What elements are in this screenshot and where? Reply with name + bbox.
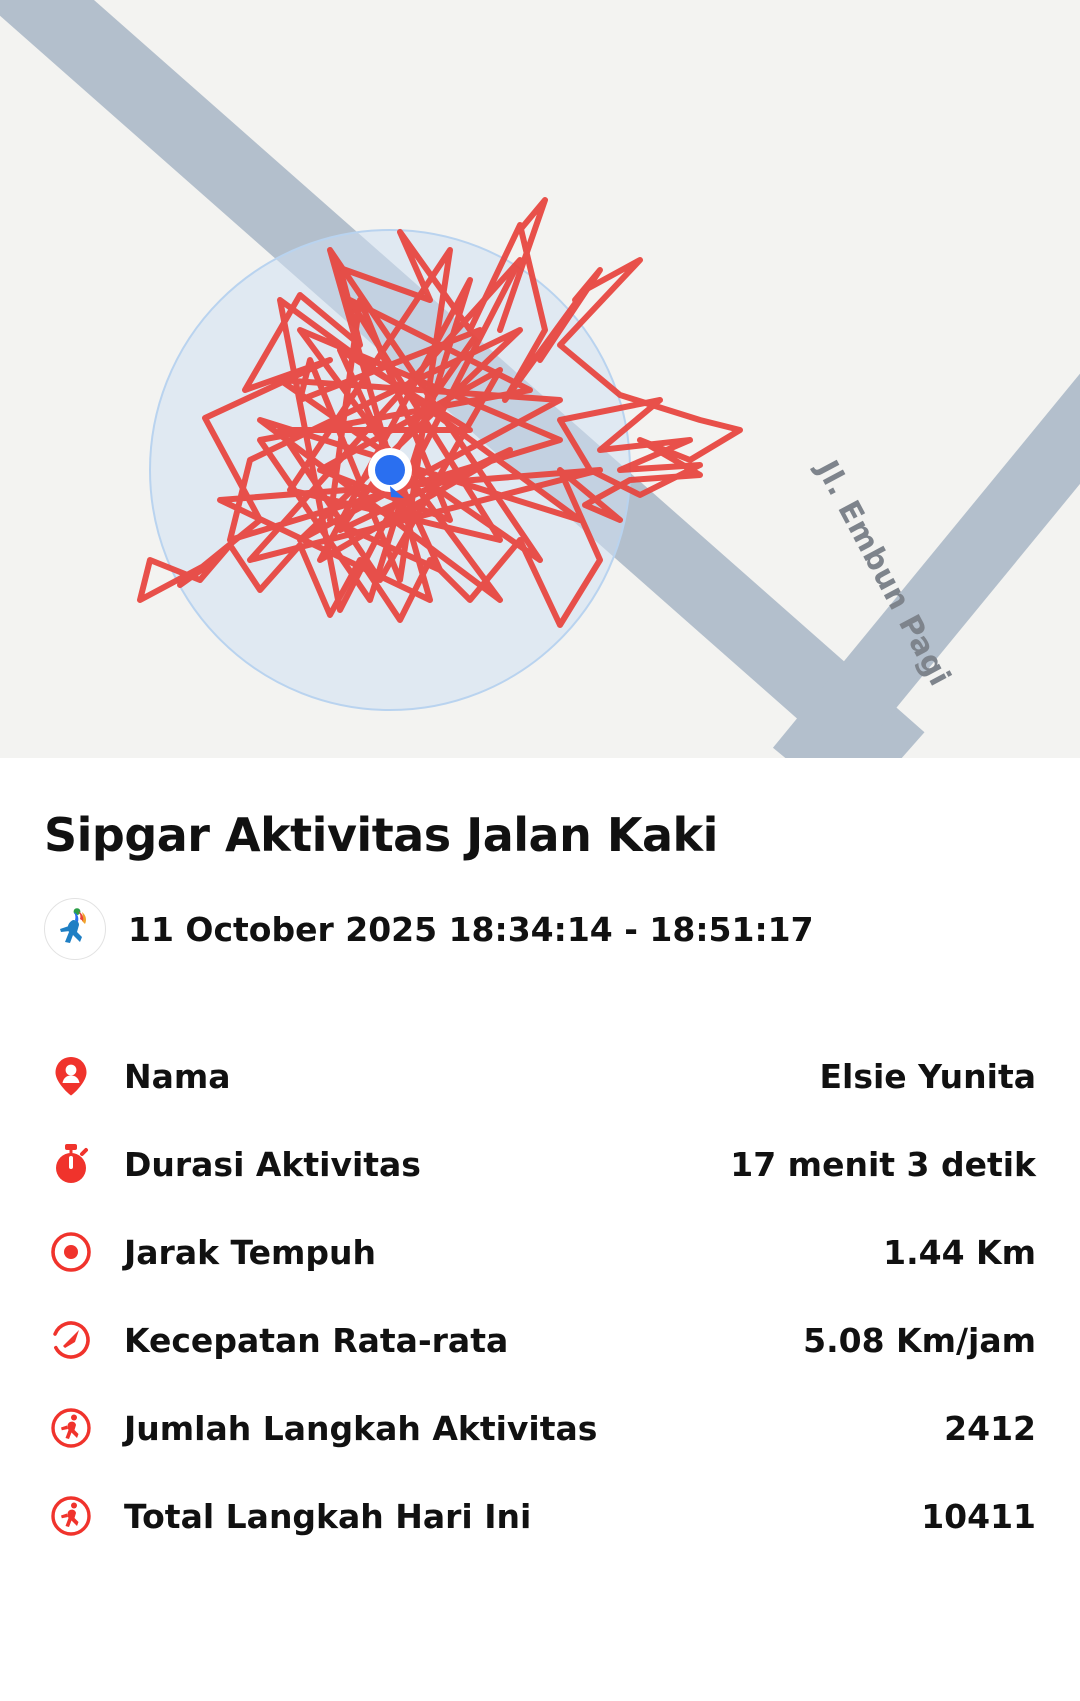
stat-label: Total Langkah Hari Ini: [124, 1496, 532, 1536]
stat-value: 10411: [921, 1496, 1036, 1536]
date-range-row: [44, 898, 1036, 960]
stat-row-kecepatan-rata-rata: [44, 1296, 1036, 1384]
stat-row-jarak-tempuh: [44, 1208, 1036, 1296]
stat-value: Elsie Yunita: [819, 1056, 1036, 1096]
sipgar-app-logo: [44, 898, 106, 960]
summary-content: [0, 758, 1080, 1560]
page-title: Sipgar Aktivitas Jalan Kaki: [44, 808, 718, 862]
stopwatch-icon: [44, 1142, 98, 1186]
stat-value: 1.44 Km: [883, 1232, 1036, 1272]
stat-label: Durasi Aktivitas: [124, 1144, 421, 1184]
stat-row-total-langkah-hari-ini: [44, 1472, 1036, 1560]
stats-list: [44, 1032, 1036, 1560]
stat-value: 17 menit 3 detik: [730, 1144, 1036, 1184]
stat-label: Kecepatan Rata-rata: [124, 1320, 509, 1360]
stat-label: Nama: [124, 1056, 231, 1096]
activity-date-range: 11 October 2025 18:34:14 - 18:51:17: [128, 909, 814, 949]
user-icon: [44, 1054, 98, 1098]
stat-value: 2412: [944, 1408, 1036, 1448]
activity-route-map[interactable]: [0, 0, 1080, 758]
speedometer-icon: [44, 1318, 98, 1362]
street-name-label: Jl. Embun Pagi: [809, 455, 958, 693]
target-icon: [44, 1230, 98, 1274]
runner-icon: [44, 1406, 98, 1450]
stat-label: Jarak Tempuh: [124, 1232, 377, 1272]
stat-row-durasi-aktivitas: [44, 1120, 1036, 1208]
stat-row-nama: [44, 1032, 1036, 1120]
runner-icon: [44, 1494, 98, 1538]
stat-row-jumlah-langkah-aktivitas: [44, 1384, 1036, 1472]
stat-label: Jumlah Langkah Aktivitas: [124, 1408, 598, 1448]
stat-value: 5.08 Km/jam: [803, 1320, 1036, 1360]
